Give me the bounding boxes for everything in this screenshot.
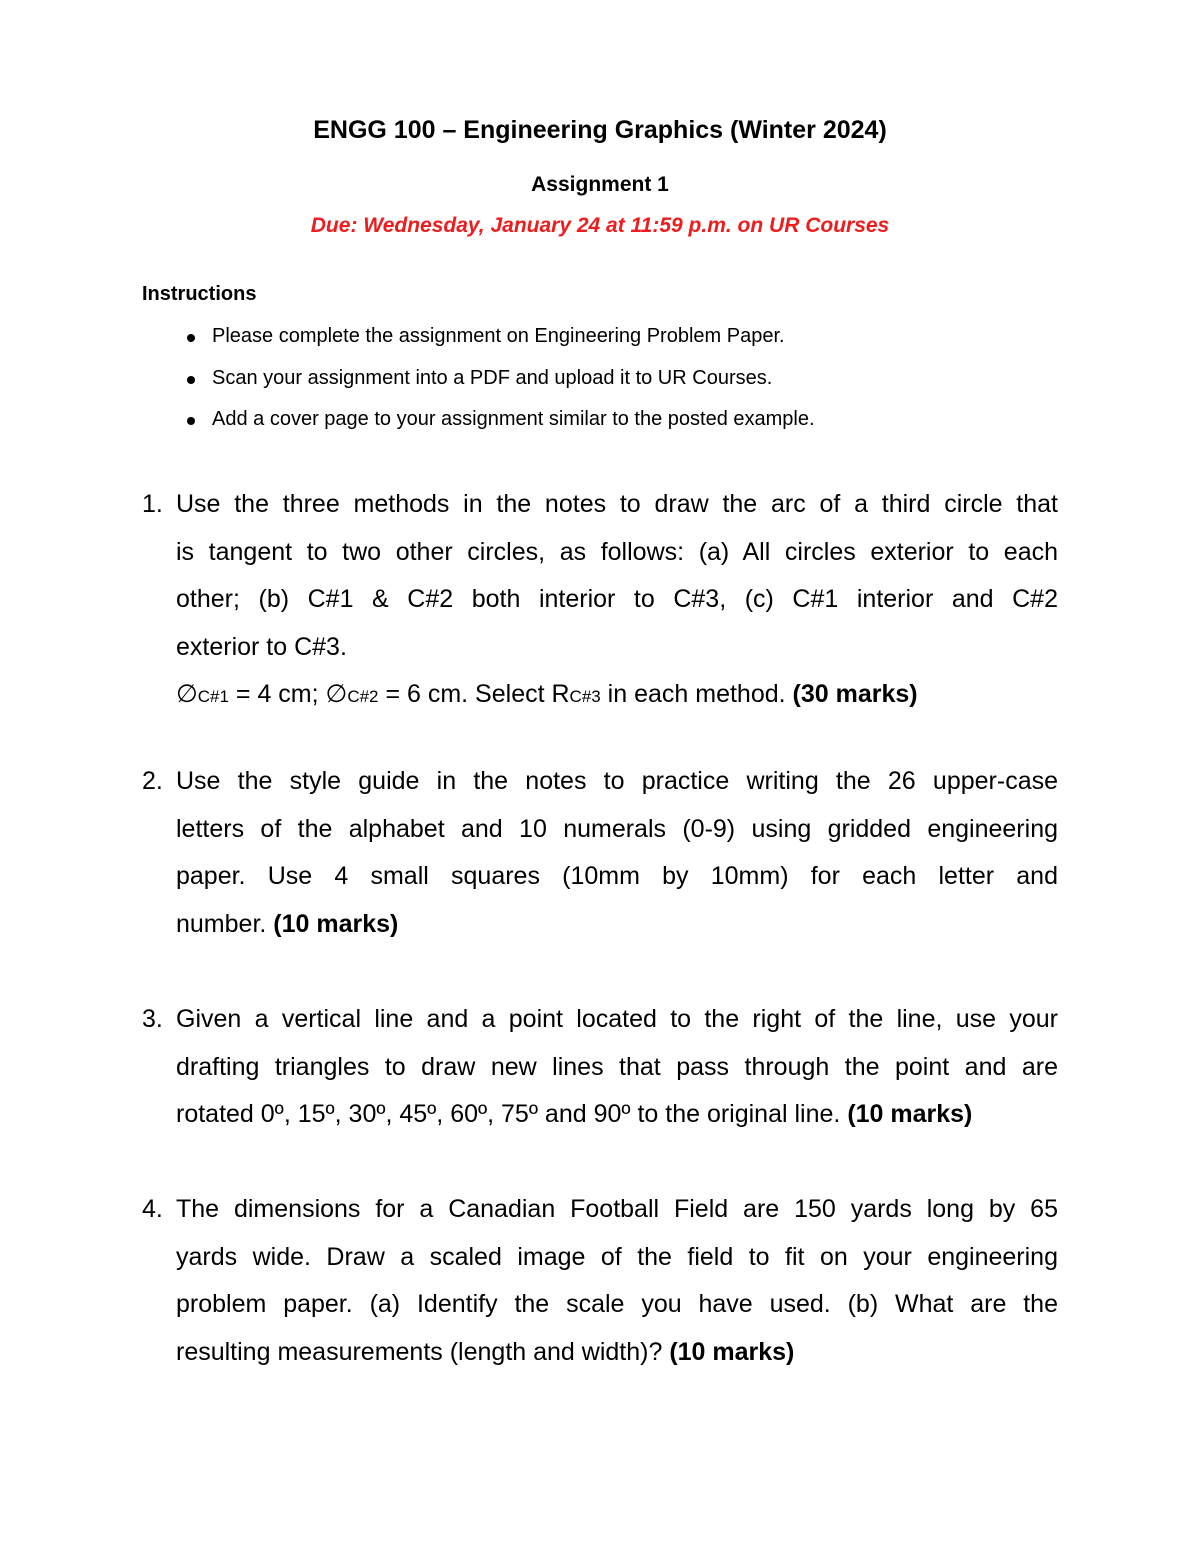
course-title: ENGG 100 – Engineering Graphics (Winter 2024): [313, 116, 887, 144]
question-2: [142, 758, 1058, 948]
question-text: number.: [176, 909, 274, 938]
marks-label: (10 marks): [273, 909, 399, 938]
instruction-item: [142, 405, 815, 447]
question-line: Use the three methods in the notes to draw the arc of a third circle that: [176, 490, 1058, 518]
subscript-c1: C#1: [197, 687, 229, 706]
instructions-list: [142, 322, 815, 447]
subscript-c3: C#3: [569, 687, 601, 706]
instruction-item: [142, 322, 815, 364]
question-line: yards wide. Draw a scaled image of the field to fit on your engineering: [176, 1242, 1058, 1271]
marks-label: (10 marks): [847, 1100, 973, 1128]
question-line: other; (b) C#1 & C#2 both interior to C#3, (c) C#1 interior and C#2: [176, 585, 1058, 613]
bullet-icon: [187, 417, 195, 425]
diameter-symbol: ∅: [325, 680, 348, 708]
c2-value: = 6 cm. Select R: [378, 680, 570, 708]
question-4: [142, 1186, 1058, 1376]
circle-spec-line: [176, 671, 1058, 721]
instructions-heading: Instructions: [142, 283, 257, 305]
question-number: 4.: [142, 1195, 163, 1223]
question-text: resulting measurements (length and width)?: [176, 1337, 670, 1366]
assignment-title: Assignment 1: [531, 173, 669, 196]
question-line: exterior to C#3.: [176, 632, 347, 661]
question-number: 1.: [142, 490, 163, 518]
marks-label: (30 marks): [792, 680, 918, 708]
bullet-icon: [187, 376, 195, 384]
question-line: Use the style guide in the notes to practice writing the 26 upper-case: [176, 767, 1058, 795]
marks-label: (10 marks): [669, 1337, 795, 1366]
question-last-line: [176, 1329, 1058, 1377]
question-number: 2.: [142, 767, 163, 795]
instruction-text: Please complete the assignment on Engineering Problem Paper.: [212, 325, 785, 347]
question-line: is tangent to two other circles, as follows: (a) All circles exterior to each: [176, 537, 1058, 566]
subscript-c2: C#2: [347, 687, 379, 706]
question-last-line: [176, 1091, 1058, 1139]
question-1: [142, 481, 1058, 721]
instruction-text: Add a cover page to your assignment similar to the posted example.: [212, 408, 815, 430]
question-3: [142, 996, 1058, 1139]
question-line: drafting triangles to draw new lines that pass through the point and are: [176, 1052, 1058, 1081]
question-line: paper. Use 4 small squares (10mm by 10mm) for each letter and: [176, 862, 1058, 890]
question-line: letters of the alphabet and 10 numerals (0-9) using gridded engineering: [176, 814, 1058, 843]
question-last-line: [176, 901, 1058, 949]
question-line: Given a vertical line and a point located to the right of the line, use your: [176, 1005, 1058, 1033]
question-number: 3.: [142, 1005, 163, 1033]
question-line: problem paper. (a) Identify the scale you have used. (b) What are the: [176, 1290, 1058, 1318]
c1-value: = 4 cm;: [228, 680, 326, 708]
due-date-line: Due: Wednesday, January 24 at 11:59 p.m. on UR Courses: [310, 214, 890, 237]
spec-tail: in each method.: [600, 680, 793, 708]
bullet-icon: [187, 334, 195, 342]
question-line: The dimensions for a Canadian Football Field are 150 yards long by 65: [176, 1195, 1058, 1223]
question-text: rotated 0º, 15º, 30º, 45º, 60º, 75º and 90º to the original line.: [176, 1100, 848, 1128]
instruction-item: [142, 364, 815, 406]
instruction-text: Scan your assignment into a PDF and upload it to UR Courses.: [212, 366, 773, 389]
diameter-symbol: ∅: [176, 680, 198, 708]
